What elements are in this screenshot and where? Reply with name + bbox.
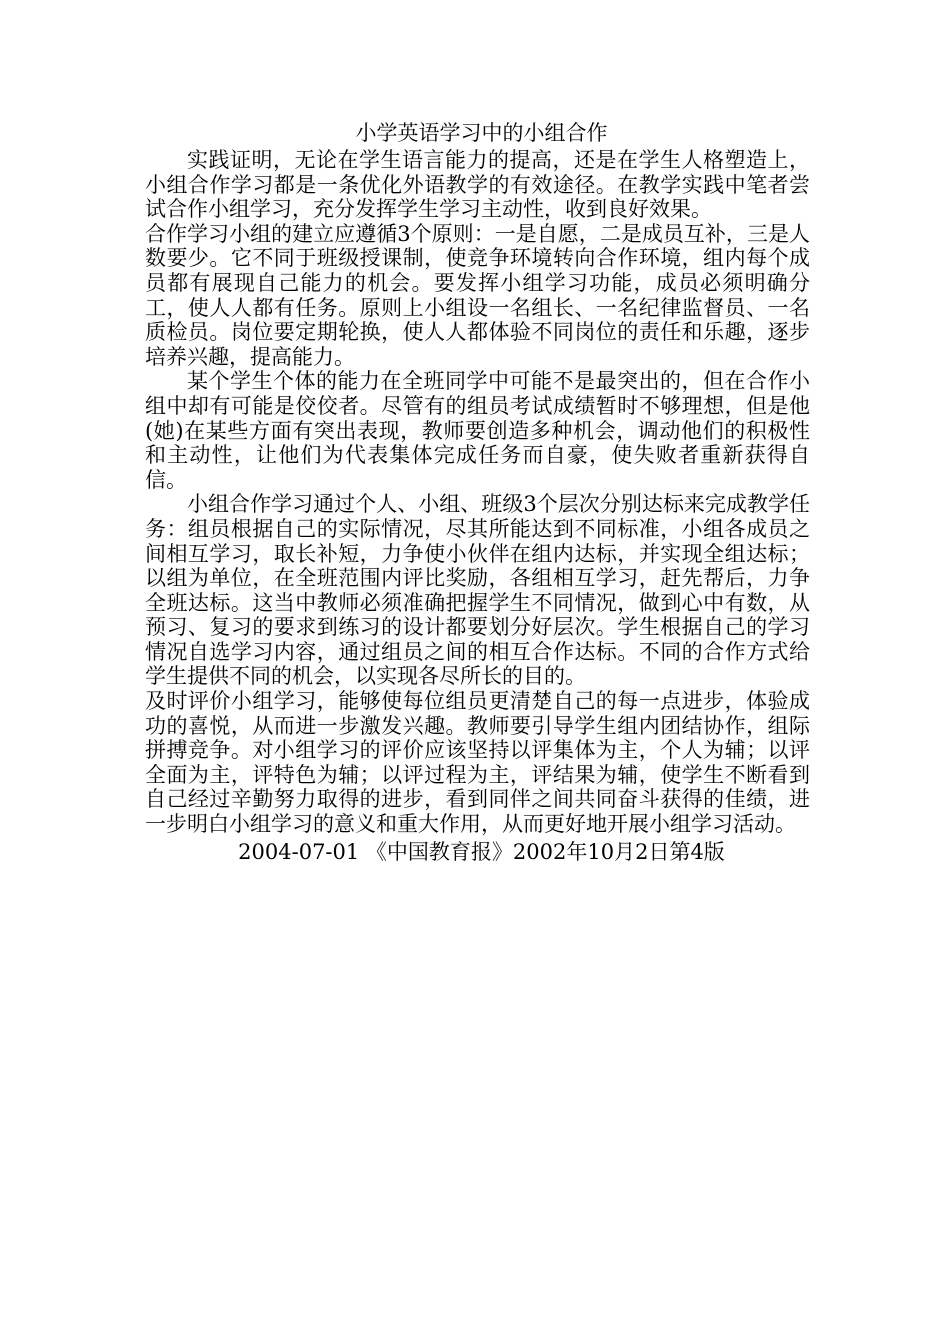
document-title: 小学英语学习中的小组合作 bbox=[355, 121, 608, 145]
paragraph-1: 实践证明，无论在学生语言能力的提高，还是在学生人格塑造上，小组合作学习都是一条优化外语教学的有效途径。在教学实践中笔者尝试合作小组学习，充分发挥学生学习主动性，收到良好效果。 bbox=[145, 148, 810, 222]
paragraph-2: 合作学习小组的建立应遵循3个原则：一是自愿，二是成员互补，三是人数要少。它不同于班级授课制，使竞争环境转向合作环境，组内每个成员都有展现自己能力的机会。要发挥小组学习功能，成员必须明确分工，使人人都有任务。原则上小组设一名组长、一名纪律监督员、一名质检员。岗位要定期轮换，使人人都体验不同岗位的责任和乐趣，逐步培养兴趣，提高能力。 bbox=[145, 221, 810, 369]
paragraph-3: 某个学生个体的能力在全班同学中可能不是最突出的，但在合作小组中却有可能是佼佼者。尽管有的组员考试成绩暂时不够理想，但是他(她)在某些方面有突出表现，教师要创造多种机会，调动他们的积极性和主动性，让他们为代表集体完成任务而自豪，使失败者重新获得自信。 bbox=[145, 369, 810, 492]
source-footer: 2004-07-01 《中国教育报》2002年10月2日第4版 bbox=[238, 839, 725, 864]
document-page bbox=[145, 118, 810, 867]
paragraph-5: 及时评价小组学习，能够使每位组员更清楚自己的每一点进步，体验成功的喜悦，从而进一步激发兴趣。教师要引导学生组内团结协作，组际拼搏竞争。对小组学习的评价应该坚持以评集体为主，个人为辅；以评全面为主，评特色为辅；以评过程为主，评结果为辅，使学生不断看到自己经过辛勤努力取得的进步，看到同伴之间共同奋斗获得的佳绩，进一步明白小组学习的意义和重大作用，从而更好地开展小组学习活动。 bbox=[145, 689, 810, 837]
paragraph-4: 小组合作学习通过个人、小组、班级3个层次分别达标来完成教学任务：组员根据自己的实际情况，尽其所能达到不同标准，小组各成员之间相互学习，取长补短，力争使小伙伴在组内达标，并实现全组达标；以组为单位，在全班范围内评比奖励，各组相互学习，赶先帮后，力争全班达标。这当中教师必须准确把握学生不同情况，做到心中有数，从预习、复习的要求到练习的设计都要划分好层次。学生根据自己的学习情况自选学习内容，通过组员之间的相互合作达标。不同的合作方式给学生提供不同的机会，以实现各尽所长的目的。 bbox=[145, 492, 810, 689]
